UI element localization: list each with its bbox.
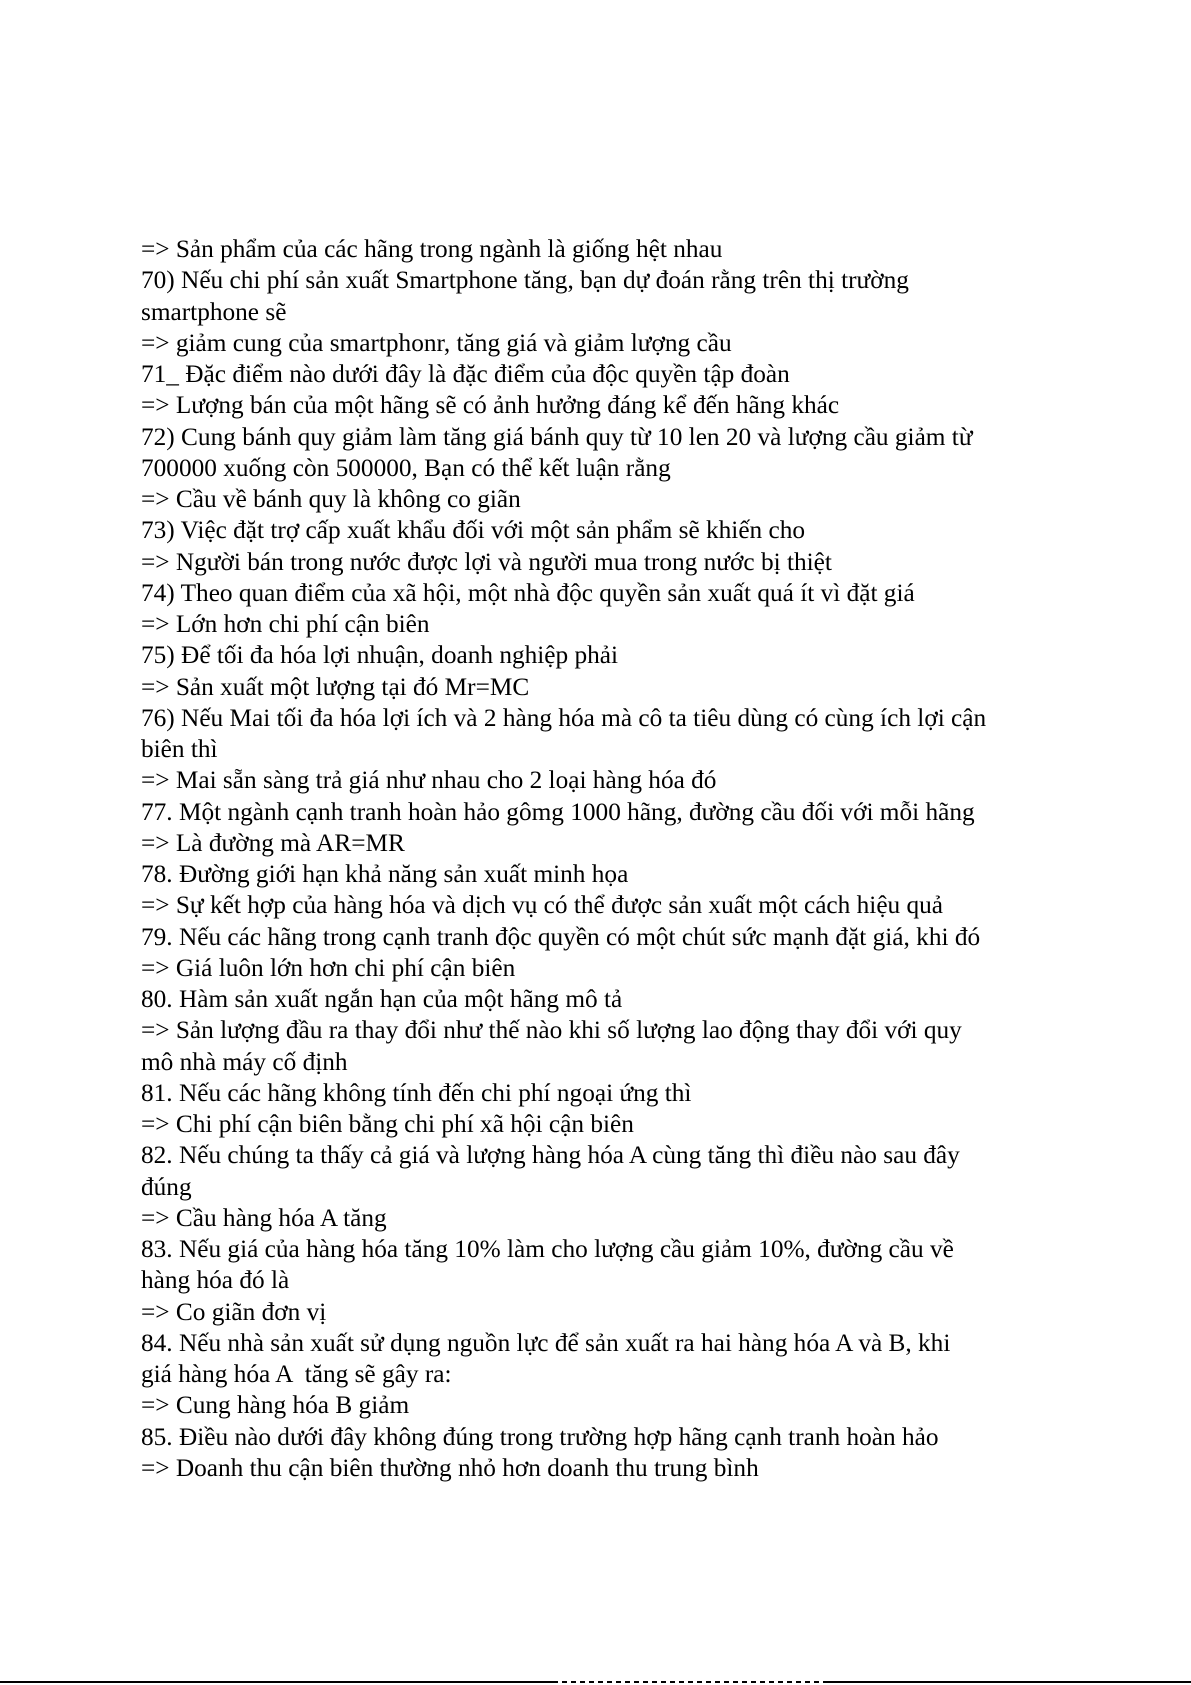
text-line: hàng hóa đó là (141, 1266, 290, 1295)
text-line: 82. Nếu chúng ta thấy cả giá và lượng hàng hóa A cùng tăng thì điều nào sau đây (141, 1141, 960, 1170)
text-line: => Sản phẩm của các hãng trong ngành là giống hệt nhau (141, 235, 723, 263)
text-line: 80. Hàm sản xuất ngắn hạn của một hãng mô tả (141, 985, 623, 1013)
text-line: 71_ Đặc điểm nào dưới đây là đặc điểm của độc quyền tập đoàn (141, 360, 790, 388)
text-line: 76) Nếu Mai tối đa hóa lợi ích và 2 hàng hóa mà cô ta tiêu dùng có cùng ích lợi cận (141, 703, 987, 732)
text-line: biên thì (141, 735, 218, 763)
text-line: => Cầu về bánh quy là không co giãn (141, 485, 521, 513)
text-line: => Sản xuất một lượng tại đó Mr=MC (141, 672, 530, 701)
text-line: 77. Một ngành cạnh tranh hoàn hảo gômg 1000 hãng, đường cầu đối với mỗi hãng (141, 797, 975, 826)
text-line: 73) Việc đặt trợ cấp xuất khẩu đối với một sản phẩm sẽ khiến cho (141, 516, 806, 545)
text-line: mô nhà máy cố định (141, 1047, 348, 1076)
text-line: => Lượng bán của một hãng sẽ có ảnh hưởng đáng kể đến hãng khác (141, 391, 840, 420)
text-line: 85. Điều nào dưới đây không đúng trong trường hợp hãng cạnh tranh hoàn hảo (141, 1422, 939, 1451)
text-line: 79. Nếu các hãng trong cạnh tranh độc quyền có một chút sức mạnh đặt giá, khi đó (141, 922, 981, 951)
page-bottom-rule (0, 1681, 1191, 1683)
text-line: => Cầu hàng hóa A tăng (141, 1203, 387, 1232)
text-line: => Chi phí cận biên bằng chi phí xã hội cận biên (141, 1110, 634, 1138)
text-line: đúng (141, 1172, 192, 1201)
text-line: => Lớn hơn chi phí cận biên (141, 610, 430, 638)
text-line: => Mai sẵn sàng trả giá như nhau cho 2 loại hàng hóa đó (141, 766, 717, 795)
text-line: => Người bán trong nước được lợi và người mua trong nước bị thiệt (141, 547, 832, 576)
text-line: giá hàng hóa A tăng sẽ gây ra: (141, 1360, 452, 1388)
text-line: 700000 xuống còn 500000, Bạn có thể kết luận rằng (141, 453, 671, 482)
text-line: 70) Nếu chi phí sản xuất Smartphone tăng, bạn dự đoán rằng trên thị trường (141, 266, 909, 295)
text-line: 83. Nếu giá của hàng hóa tăng 10% làm cho lượng cầu giảm 10%, đường cầu về (141, 1235, 954, 1263)
text-line: => Sản lượng đầu ra thay đổi như thế nào khi số lượng lao động thay đổi với quy (141, 1016, 962, 1045)
text-line: => Giá luôn lớn hơn chi phí cận biên (141, 953, 516, 982)
text-line: => giảm cung của smartphonr, tăng giá và giảm lượng cầu (141, 328, 732, 357)
text-line: => Sự kết hợp của hàng hóa và dịch vụ có thể được sản xuất một cách hiệu quả (141, 891, 944, 920)
text-line: 75) Để tối đa hóa lợi nhuận, doanh nghiệp phải (141, 641, 619, 670)
text-line: => Doanh thu cận biên thường nhỏ hơn doanh thu trung bình (141, 1453, 759, 1482)
text-line: 72) Cung bánh quy giảm làm tăng giá bánh quy từ 10 len 20 và lượng cầu giảm từ (141, 422, 973, 451)
text-line: smartphone sẽ (141, 297, 287, 326)
text-line: 74) Theo quan điểm của xã hội, một nhà độc quyền sản xuất quá ít vì đặt giá (141, 578, 915, 607)
text-line: => Là đường mà AR=MR (141, 828, 405, 857)
text-line: 84. Nếu nhà sản xuất sử dụng nguồn lực để sản xuất ra hai hàng hóa A và B, khi (141, 1328, 951, 1357)
document-body (141, 234, 1071, 1484)
text-line: 81. Nếu các hãng không tính đến chi phí ngoại ứng thì (141, 1078, 692, 1107)
text-line: 78. Đường giới hạn khả năng sản xuất minh họa (141, 860, 629, 888)
text-line: => Co giãn đơn vị (141, 1297, 327, 1326)
text-line: => Cung hàng hóa B giảm (141, 1391, 410, 1420)
